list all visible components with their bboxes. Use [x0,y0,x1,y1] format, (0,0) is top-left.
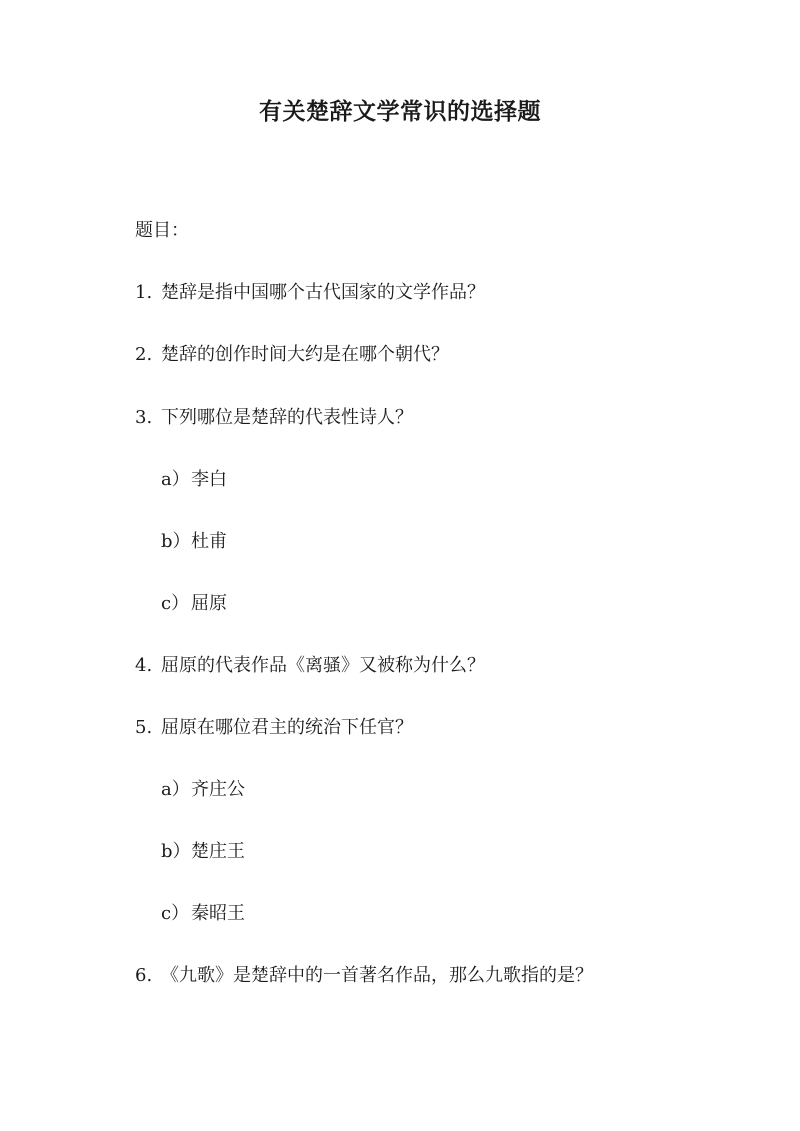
question-text: 下列哪位是楚辞的代表性诗人？ [161,407,413,428]
question-number: 3. [135,407,153,428]
option-letter: b） [161,531,191,552]
question-number: 4. [135,655,153,676]
option-text: 秦昭王 [191,903,245,924]
option-text: 楚庄王 [191,841,245,862]
question-text: 《九歌》是楚辞中的一首著名作品，那么九歌指的是？ [161,965,593,986]
option-text: 屈原 [191,593,227,614]
question-text: 屈原的代表作品《离骚》又被称为什么？ [161,655,485,676]
question-3-option-b [161,528,227,556]
question-3 [135,404,413,432]
question-text: 屈原在哪位君主的统治下任官？ [161,717,413,738]
question-2 [135,341,449,369]
question-number: 5. [135,717,153,738]
question-text: 楚辞的创作时间大约是在哪个朝代？ [161,344,449,365]
question-number: 2. [135,344,153,365]
section-label: 题目： [135,220,189,241]
option-letter: b） [161,841,191,862]
option-letter: c） [161,903,190,924]
question-6 [135,962,593,990]
question-5-option-c [161,900,245,928]
option-text: 李白 [191,469,227,490]
option-letter: a） [161,469,190,490]
question-number: 1. [135,282,153,303]
document-title: 有关楚辞文学常识的选择题 [259,98,541,125]
question-5-option-b [161,838,245,866]
question-1 [135,279,485,307]
question-5 [135,714,413,742]
option-text: 齐庄公 [191,779,245,800]
question-3-option-c [161,590,227,618]
question-number: 6. [135,965,153,986]
option-letter: c） [161,593,190,614]
question-text: 楚辞是指中国哪个古代国家的文学作品？ [161,282,485,303]
question-3-option-a [161,466,227,494]
question-4 [135,652,485,680]
question-5-option-a [161,776,245,804]
option-text: 杜甫 [191,531,227,552]
option-letter: a） [161,779,190,800]
